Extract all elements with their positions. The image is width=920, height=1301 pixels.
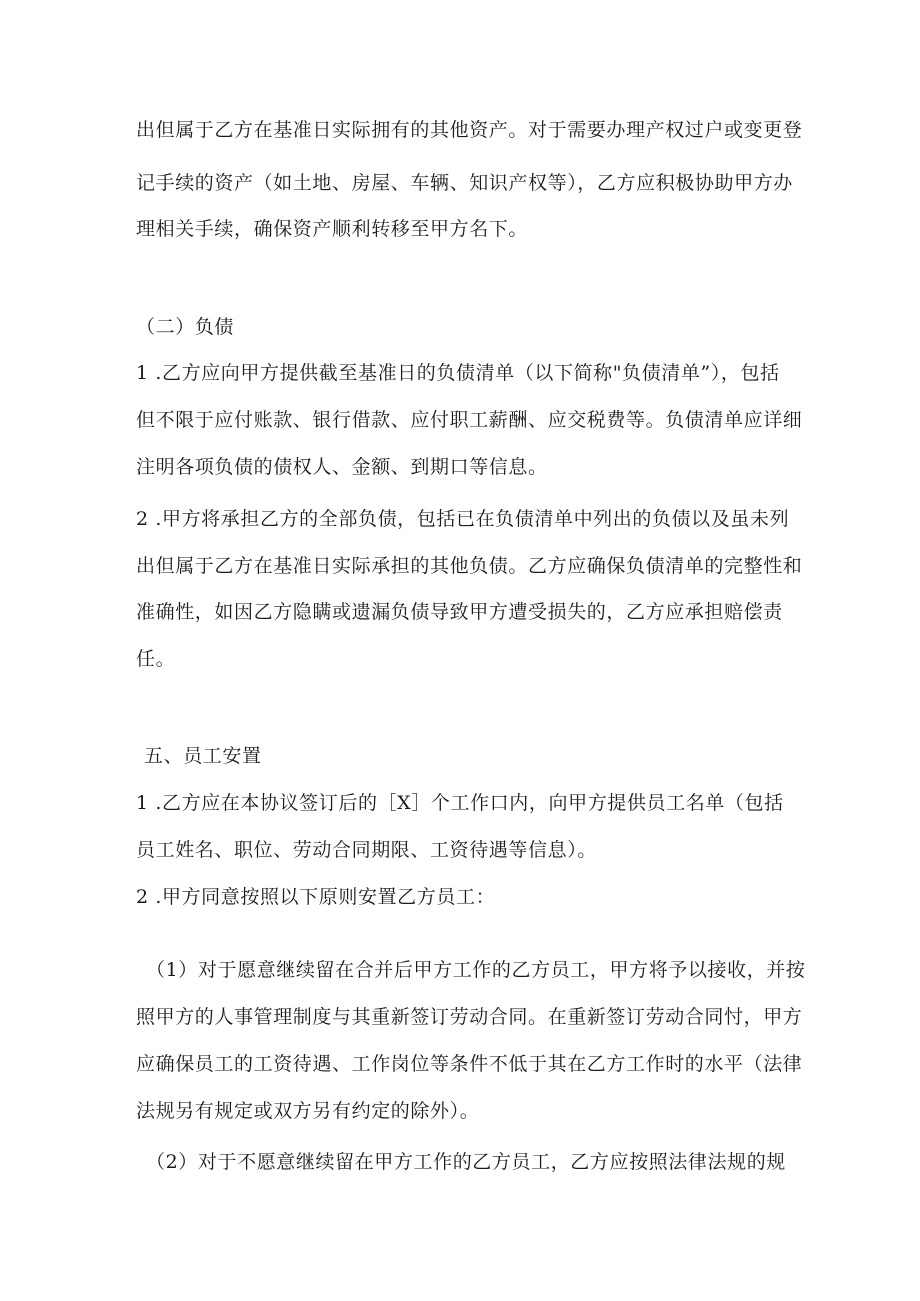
liabilities-item-1-line-2: 但不限于应付账款、银行借款、应付职工薪酬、应交税费等。负债清单应详细 <box>136 409 803 431</box>
liabilities-heading: （二）负债 <box>136 316 235 338</box>
section-5-sub-2-line-1: （2）对于不愿意继续留在甲方工作的乙方员工，乙方应按照法律法规的规 <box>146 1151 786 1173</box>
section-5-item-1-line-2: 员工姓名、职位、劳动合同期限、工资待遇等信息）。 <box>136 839 597 861</box>
assets-paragraph-line-2: 记手续的资产（如土地、房屋、车辆、知识产权等），乙方应积极协助甲方办 <box>136 172 793 194</box>
section-5-sub-1-line-3: 应确保员工的工资待遇、工作岗位等条件不低于其在乙方工作时的水平（法律 <box>136 1053 803 1075</box>
section-5-sub-1-line-4: 法规另有规定或双方另有约定的除外）。 <box>136 1100 480 1122</box>
liabilities-item-2-line-1: 2 .甲方将承担乙方的全部负债，包括已在负债清单中列出的负债以及虽未列 <box>136 508 790 530</box>
section-5-item-1-line-1: 1 .乙方应在本协议签订后的［X］个工作口内，向甲方提供员工名单（包括 <box>136 792 784 814</box>
liabilities-item-1-line-1: 1 .乙方应向甲方提供截至基准日的负债清单（以下简称"负债清单”），包括 <box>136 362 780 384</box>
section-5-sub-1-line-1: （1）对于愿意继续留在合并后甲方工作的乙方员工，甲方将予以接收，并按 <box>146 959 806 981</box>
section-5-heading: 五、员工安置 <box>144 745 262 767</box>
section-5-item-2: 2 .甲方同意按照以下原则安置乙方员工： <box>136 886 496 908</box>
assets-paragraph-line-3: 理相关手续，确保资产顺利转移至甲方名下。 <box>136 218 529 240</box>
section-5-sub-1-line-2: 照甲方的人事管理制度与其重新签订劳动合同。在重新签订劳动合同忖，甲方 <box>136 1006 803 1028</box>
liabilities-item-2-line-4: 任。 <box>136 648 176 670</box>
assets-paragraph-line-1: 出但属于乙方在基准日实际拥有的其他资产。对于需要办理产权过户或变更登 <box>136 119 803 141</box>
liabilities-item-2-line-3: 准确性，如因乙方隐瞒或遗漏负债导致甲方遭受损失的，乙方应承担赔偿责 <box>136 601 783 623</box>
liabilities-item-1-line-3: 注明各项负债的债权人、金额、到期口等信息。 <box>136 456 548 478</box>
liabilities-item-2-line-2: 出但属于乙方在基准日实际承担的其他负债。乙方应确保负债清单的完整性和 <box>136 555 803 577</box>
